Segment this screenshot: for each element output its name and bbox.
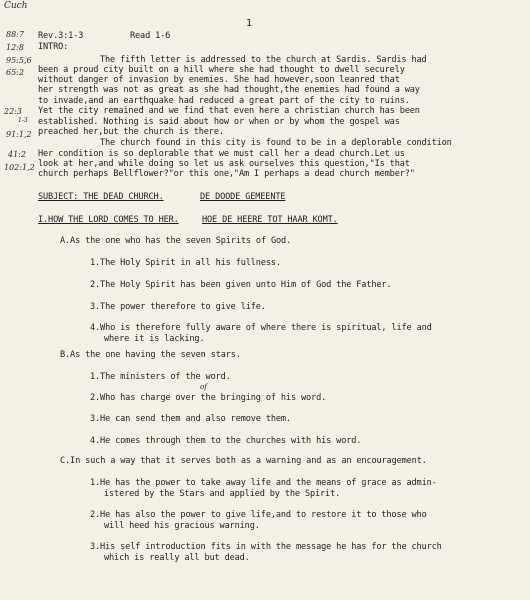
list-item: 4.Who is therefore fully aware of where there is spiritual, life and — [90, 323, 432, 333]
margin-note: 22:3 — [4, 107, 22, 116]
handwritten-insertion: of — [200, 383, 207, 391]
list-item-continued: which is really all but dead. — [104, 553, 250, 563]
point-heading: C.In such a way that it serves both as a warning and as an encouragement. — [60, 456, 427, 466]
list-item: 3.He can send them and also remove them. — [90, 414, 291, 424]
list-item: 2.The Holy Spirit has been given unto Him of God the Father. — [90, 280, 392, 290]
intro-line: established. Nothing is said about how or when or by whom the gospel was — [38, 117, 400, 127]
list-item: 1.He has the power to take away life and the means of grace as admin- — [90, 478, 437, 488]
section-heading-dutch: HOE DE HEERE TOT HAAR KOMT. — [202, 215, 338, 225]
margin-note: 91:1,2 — [6, 130, 32, 139]
section-heading: I.HOW THE LORD COMES TO HER. — [38, 215, 179, 225]
margin-note: 1-3 — [18, 117, 28, 124]
margin-note: 102:1,2 — [4, 163, 35, 172]
intro-line: church perhaps Bellflower?"or this one,"Am I perhaps a dead church member?" — [38, 169, 415, 179]
page-number: 1 — [246, 18, 253, 29]
intro-line: Yet the city remained and we find that even here a christian church has been — [38, 106, 420, 116]
margin-note: Cuch — [4, 1, 28, 11]
list-item-continued: istered by the Stars and applied by the Spirit. — [104, 489, 341, 499]
list-item: 2.He has also the power to give life,and to restore it to those who — [90, 510, 427, 520]
intro-line: to invade,and an earthquake had reduced a great part of the city to ruins. — [38, 96, 410, 106]
margin-note: 88:7 — [6, 30, 24, 39]
intro-line: without danger of invasion by enemies. She had however,soon leanred that — [38, 75, 400, 85]
list-item: 4.He comes through them to the churches with his word. — [90, 436, 362, 446]
list-item: 3.His self introduction fits in with the message he has for the church — [90, 542, 442, 552]
intro-line: preached her,but the church is there. — [38, 127, 224, 137]
intro-label: INTRO: — [38, 42, 69, 52]
scripture-reference: Rev.3:1-3 — [38, 31, 84, 41]
intro-line: look at her,and while doing so let us ask ourselves this question,"Is that — [38, 159, 410, 169]
intro-line: The church found in this city is found to be in a deplorable condition — [100, 138, 452, 148]
margin-note: 65:2 — [6, 68, 24, 77]
intro-line: been a proud city built on a hill where she had thought to dwell securely — [38, 65, 405, 75]
intro-line: Her condition is so deplorable that we must call her a dead church.Let us — [38, 149, 405, 159]
list-item: 1.The ministers of the word. — [90, 372, 231, 382]
margin-note: 95:5,6 — [6, 56, 32, 65]
subject-title: SUBJECT: THE DEAD CHURCH. — [38, 192, 164, 202]
margin-note: 12:8 — [6, 43, 24, 52]
subject-dutch: DE DOODE GEMEENTE — [200, 192, 286, 202]
point-heading: B.As the one having the seven stars. — [60, 350, 241, 360]
margin-note: 41:2 — [8, 150, 26, 159]
list-item: 3.The power therefore to give life. — [90, 302, 266, 312]
list-item-continued: where it is lacking. — [104, 334, 205, 344]
intro-line: The fifth letter is addressed to the church at Sardis. Sardis had — [100, 55, 427, 65]
reading-note: Read 1-6 — [130, 31, 171, 41]
list-item-continued: will heed his gracious warning. — [104, 521, 260, 531]
list-item: 2.Who has charge over the bringing of his word. — [90, 393, 327, 403]
list-item: 1.The Holy Spirit in all his fullness. — [90, 258, 281, 268]
intro-line: her strength was not as great as she had thought,the enemies had found a way — [38, 85, 420, 95]
point-heading: A.As the one who has the seven Spirits of God. — [60, 236, 292, 246]
